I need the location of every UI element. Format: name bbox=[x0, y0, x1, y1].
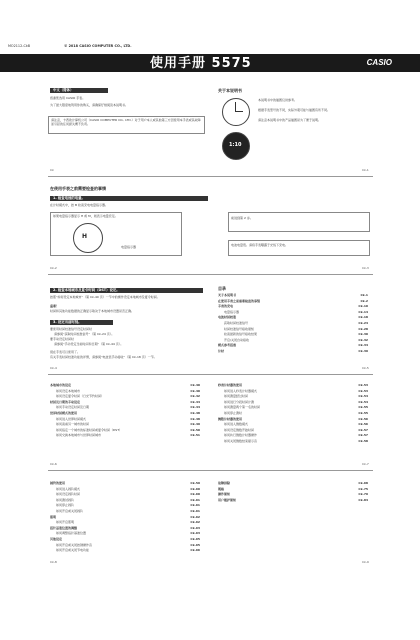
toc-entry-page: Ck-51 bbox=[190, 433, 200, 438]
toc-entry-label: 闹铃的使用 bbox=[50, 481, 66, 485]
toc-list bbox=[218, 293, 368, 355]
divider bbox=[48, 374, 373, 375]
toc-entry-page: Ck-55 bbox=[358, 410, 368, 415]
toc-entry[interactable] bbox=[218, 349, 368, 355]
toc-entry-label: 用户维护须知 bbox=[218, 497, 237, 502]
toc-list bbox=[218, 481, 368, 503]
toc-entry-label: 如何开启或关闭闹铃 bbox=[56, 508, 84, 513]
toc-entry-page: Ck-44 bbox=[190, 405, 200, 410]
toc-entry-page: Ck-42 bbox=[190, 394, 200, 399]
toc-entry-label: 获取时间校准信号 bbox=[224, 320, 249, 325]
toc-entry-page: Ck-44 bbox=[190, 399, 200, 404]
warning-text: 请注意，卡西欧计算机公司（CASIO COMPUTER CO., LTD.）对于用户本人或其他第三方因使用本手表或其故障而引起的任何损失概不负责。 bbox=[51, 118, 201, 127]
watch-indicator-icon: H bbox=[73, 223, 103, 253]
check-title: 在使用手表之前需要检查的事情 bbox=[50, 186, 106, 191]
manual-title: 使用手册 5575 bbox=[150, 56, 252, 71]
page-number: Ck-8 bbox=[50, 560, 57, 564]
ready-note: 有关手表时间校准功能的详情，请参阅“电波表手动接收”（第 Ck-18 页）一节。 bbox=[50, 355, 157, 359]
page-number: Ck-3 bbox=[362, 266, 369, 270]
toc-entry-label: 电波时间校准 bbox=[218, 315, 237, 320]
warning-box bbox=[48, 116, 205, 134]
toc-entry-label: 其他设定 bbox=[50, 536, 63, 541]
title-banner bbox=[0, 54, 420, 72]
toc-entry-label: 如何开启或关闭节电功能 bbox=[56, 548, 90, 553]
toc-entry-page: Ck-59 bbox=[190, 481, 200, 485]
toc-entry-label: 如何测量两个第一名的时间 bbox=[224, 405, 261, 410]
toc-entry-page: Ck-14 bbox=[358, 309, 368, 314]
toc-entry-page: Ck-63 bbox=[190, 525, 200, 530]
page-number: Ck-7 bbox=[362, 462, 369, 466]
toc-entry-page: Ck-40 bbox=[190, 383, 200, 387]
about-bullet-3: 请注意本说明书中的产品插图是为了便于说明。 bbox=[258, 118, 322, 122]
toc-entry-page: Ck-57 bbox=[358, 427, 368, 432]
step3-item: 要手动设定时间时 bbox=[50, 337, 75, 341]
important-text: 时间和其他功能数据的正确显示取决于本地城市设置是否正确。 bbox=[50, 309, 135, 313]
divider bbox=[48, 470, 373, 471]
about-bullet-1: 本说明书中的插图仅供参考。 bbox=[258, 98, 298, 102]
indicator-note: 如果电量指示器显示 H 或 M，则表示电量充足。 bbox=[53, 214, 118, 218]
page-number: Ck bbox=[50, 168, 54, 172]
toc-entry-page: Ck-1 bbox=[360, 293, 368, 297]
toc-entry-label: 如何进入倒数模式 bbox=[224, 422, 249, 427]
toc-entry-label: 指针基准位置的调整 bbox=[50, 525, 78, 530]
toc-entry-page: Ck-60 bbox=[190, 492, 200, 497]
toc-entry-page: Ck-32 bbox=[358, 337, 368, 342]
toc-entry-page: Ck-60 bbox=[190, 486, 200, 491]
result-ok: 前进到第 2 步。 bbox=[231, 216, 253, 220]
toc-entry-page: Ck-49 bbox=[190, 422, 200, 427]
page-number: Ck-4 bbox=[50, 366, 57, 370]
result-ok-box bbox=[228, 212, 370, 232]
toc-entry-label: 如何测试闹铃 bbox=[56, 497, 75, 502]
toc-entry-label: 开启/关闭自动接收 bbox=[224, 337, 250, 342]
toc-entry-page: Ck-66 bbox=[190, 548, 200, 553]
page-number: Ck-9 bbox=[362, 560, 369, 564]
toc-entry-label: 本地城市的设定 bbox=[50, 383, 72, 387]
toc-entry-label: 规格 bbox=[218, 486, 225, 491]
copyright: © 2018 CASIO COMPUTER CO., LTD. bbox=[64, 44, 132, 48]
toc-entry-label: 如何开启或关闭按键操作音 bbox=[56, 542, 93, 547]
toc-entry-label: 时间校准信号接收须知 bbox=[224, 326, 255, 331]
toc-entry-page: Ck-39 bbox=[358, 348, 368, 353]
ready-text: 现在手表可以使用了。 bbox=[50, 350, 81, 354]
toc-entry-label: 如何交换本地城市与世界时间城市 bbox=[56, 433, 102, 438]
toc-entry-page: Ck-55 bbox=[358, 405, 368, 410]
toc-entry-page: Ck-40 bbox=[190, 388, 200, 393]
page-number: Ck-2 bbox=[50, 266, 57, 270]
toc-entry-page: Ck-53 bbox=[358, 383, 368, 387]
toc-entry-page: Ck-63 bbox=[190, 531, 200, 536]
toc-entry-label: 如何设定闹铃时间 bbox=[56, 492, 81, 497]
toc-entry-page: Ck-48 bbox=[190, 410, 200, 415]
toc-entry-label: 如何测量经过时间 bbox=[224, 394, 249, 399]
toc-entry-page: Ck-54 bbox=[358, 394, 368, 399]
toc-entry-page: Ck-54 bbox=[358, 399, 368, 404]
toc-entry-page: Ck-28 bbox=[358, 326, 368, 331]
greeting-head: 中文（简体） bbox=[50, 88, 108, 93]
toc-entry-label: 模式参考指南 bbox=[218, 343, 237, 348]
toc-title: 目录 bbox=[218, 286, 226, 291]
document-code: MO2112-CkB bbox=[8, 44, 31, 48]
toc-entry-label: 电量指示器 bbox=[224, 309, 240, 314]
toc-entry[interactable] bbox=[218, 439, 368, 445]
toc-entry-label: 秒表计时器的使用 bbox=[218, 383, 243, 387]
about-title: 关于本说明书 bbox=[218, 88, 242, 93]
toc-entry-page: Ck-62 bbox=[190, 520, 200, 525]
toc-entry-page: Ck-34 bbox=[358, 343, 368, 348]
brand-logo: CASIO bbox=[366, 58, 392, 67]
toc-entry-label: 如何调整指针基准位置 bbox=[56, 531, 87, 536]
toc-entry-label: 如何设定本地城市 bbox=[56, 388, 81, 393]
toc-entry-label: 如何执行倒数计时器操作 bbox=[224, 433, 258, 438]
toc-entry-page: Ck-56 bbox=[358, 416, 368, 421]
indicator-box bbox=[50, 212, 182, 256]
step3-head: 3. 设定当前时刻。 bbox=[50, 320, 113, 325]
step1-desc: 在计时模式中，按 B 检查充电电量指示器。 bbox=[50, 203, 108, 207]
step2-desc: 按照“如何设定本地城市”（第 Ck-40 页）一节中的操作设定本地城市及夏令时间。 bbox=[50, 295, 160, 299]
toc-entry-label: 如何进入世界时间模式 bbox=[56, 416, 87, 421]
indicator-label: 电量指示器 bbox=[121, 245, 137, 249]
toc-entry-page: Ck-48 bbox=[190, 416, 200, 421]
toc-entry-page: Ck-24 bbox=[358, 320, 368, 325]
about-bullet-2: 根据手表型号的不同，实际外观可能与插图有所不同。 bbox=[258, 108, 331, 112]
toc-entry-page: Ck-53 bbox=[358, 388, 368, 393]
toc-entry-label: 故障排除 bbox=[218, 481, 231, 485]
toc-entry-page: Ck-61 bbox=[190, 503, 200, 508]
toc-entry-page: Ck-65 bbox=[190, 536, 200, 541]
toc-entry-label: 如何开启照明 bbox=[56, 520, 75, 525]
toc-entry-label: 如何设定倒数开始时间 bbox=[224, 427, 255, 432]
watch-digital-icon: 1:10 bbox=[222, 132, 250, 160]
toc-entry-page: Ck-68 bbox=[358, 481, 368, 485]
toc-entry-label: 时间及日期的手动设定 bbox=[50, 399, 81, 404]
step3-item: 请参阅“手动设定当前时间和日期”（第 Ck-44 页）。 bbox=[54, 342, 124, 346]
toc-entry-page: Ck-2 bbox=[360, 298, 368, 303]
toc-entry-page: Ck-65 bbox=[190, 542, 200, 547]
toc-entry-label: 倒数计时器的使用 bbox=[218, 416, 243, 421]
toc-entry-label: 如何关闭倒数结束提示音 bbox=[224, 438, 258, 443]
toc-entry-page: Ck-62 bbox=[190, 514, 200, 519]
toc-entry-label: 如何进入秒表计时器模式 bbox=[224, 388, 258, 393]
toc-entry-label: 如何设定夏令时间（日光节约时间） bbox=[56, 394, 105, 399]
toc-entry-label: 如何进入闹铃模式 bbox=[56, 486, 81, 491]
toc-entry-page: Ck-56 bbox=[358, 422, 368, 427]
toc-entry-page: Ck-75 bbox=[358, 486, 368, 491]
toc-entry-label: 如何手动设定时间及日期 bbox=[56, 405, 90, 410]
toc-entry-label: 关于本说明书 bbox=[218, 293, 237, 297]
toc-entry-label: 世界时间模式的使用 bbox=[50, 410, 78, 415]
toc-entry-label: 手表的充电 bbox=[218, 304, 234, 309]
divider bbox=[48, 176, 373, 177]
toc-entry[interactable] bbox=[50, 548, 200, 554]
step2-head: 2. 检查本地城市及夏令时间（DST）设定。 bbox=[50, 288, 203, 293]
toc-list bbox=[50, 481, 200, 554]
toc-entry-label: 如何停止测时 bbox=[224, 410, 243, 415]
step1-head: 1. 检查电池的电量。 bbox=[50, 196, 208, 201]
toc-entry-page: Ck-57 bbox=[358, 433, 368, 438]
toc-list bbox=[50, 383, 200, 439]
toc-entry-page: Ck-50 bbox=[190, 427, 200, 432]
toc-entry-label: 计时 bbox=[218, 348, 225, 353]
toc-entry-label: 操作须知 bbox=[218, 492, 231, 497]
toc-entry-page: Ck-61 bbox=[190, 508, 200, 513]
toc-entry-page: Ck-10 bbox=[358, 304, 368, 309]
toc-entry[interactable] bbox=[218, 498, 368, 504]
toc-entry-label: 照明 bbox=[50, 514, 57, 519]
intro-text: 为了最大限度地利用你的购买，请确保仔细阅读本说明书。 bbox=[50, 103, 129, 107]
toc-entry-page: Ck-61 bbox=[190, 497, 200, 502]
page-number: Ck-1 bbox=[362, 168, 369, 172]
divider bbox=[48, 274, 373, 275]
step3-item: 请参阅“获取时间校准信号”（第 Ck-24 页）。 bbox=[54, 332, 115, 336]
page-number: Ck-5 bbox=[362, 366, 369, 370]
toc-entry-label: 在使用手表之前需要检查的事情 bbox=[218, 298, 261, 303]
toc-entry-page: Ck-79 bbox=[358, 492, 368, 497]
toc-entry-label: 如何指定一个城市的标准时间或夏令时间（DST） bbox=[56, 427, 123, 432]
toc-entry-page: Ck-30 bbox=[358, 332, 368, 337]
result-low-box bbox=[228, 240, 370, 256]
step3-item: 要使用时间校准信号设定时间时 bbox=[50, 327, 93, 331]
toc-entry-page: Ck-18 bbox=[358, 315, 368, 320]
toc-entry-label: 如何查看另一城市的时间 bbox=[56, 422, 90, 427]
toc-entry[interactable] bbox=[50, 433, 200, 439]
page-number: Ck-6 bbox=[50, 462, 57, 466]
important-head: 重要！ bbox=[50, 304, 60, 308]
greeting-text: 感谢您选用 CASIO 手表。 bbox=[50, 96, 86, 100]
toc-entry-label: 检查最新的信号接收结果 bbox=[224, 332, 258, 337]
watch-illustration-icon bbox=[222, 98, 250, 126]
toc-entry-label: 如何停止闹铃 bbox=[56, 503, 75, 508]
result-low: 电池电量低。请将手表曝露于光线下充电。 bbox=[231, 243, 289, 247]
toc-list bbox=[218, 383, 368, 445]
toc-entry-page: Ck-58 bbox=[358, 438, 368, 443]
toc-entry-page: Ck-84 bbox=[358, 497, 368, 502]
toc-entry-label: 如何进行分段时间计测 bbox=[224, 399, 255, 404]
